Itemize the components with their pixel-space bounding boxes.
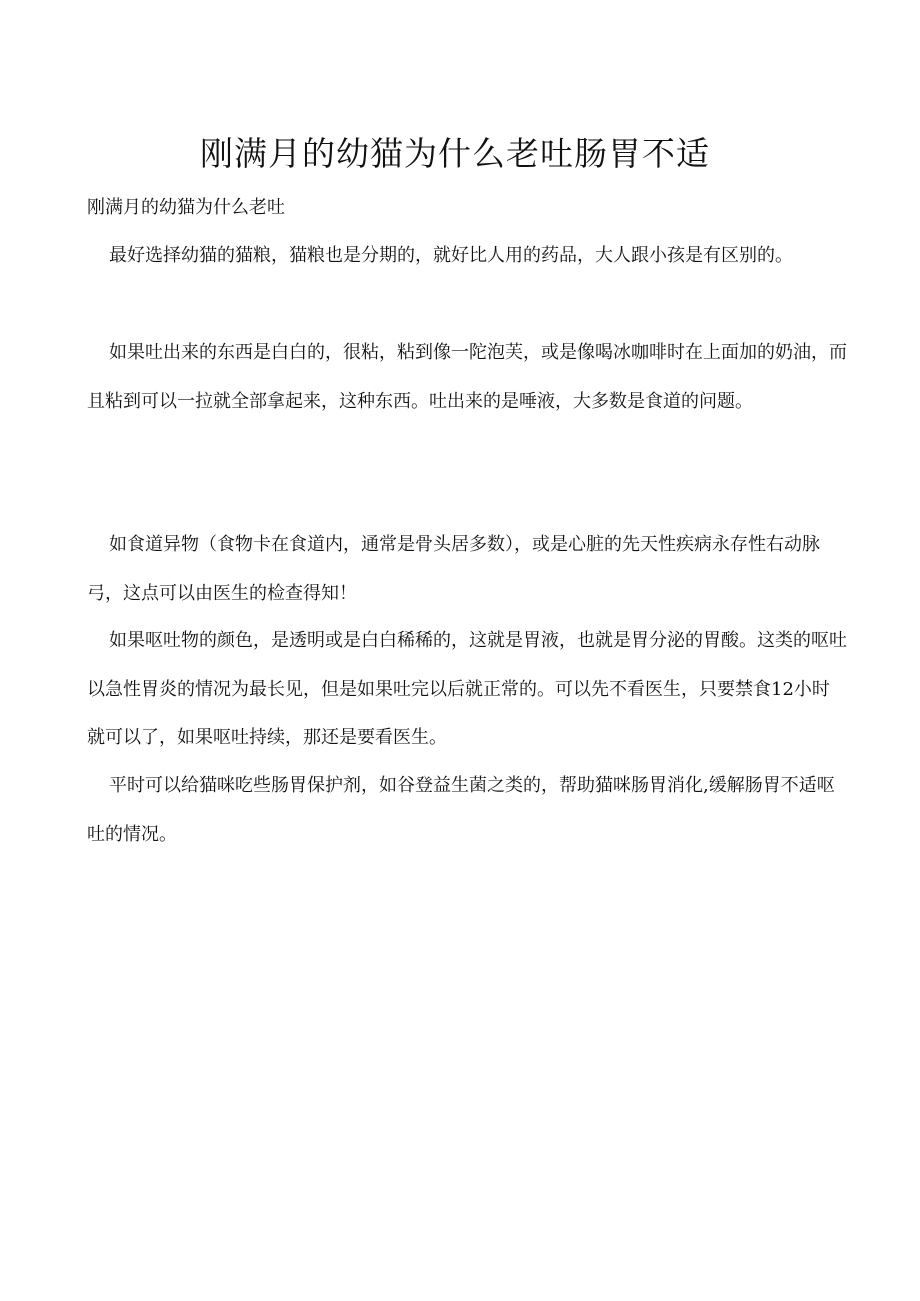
paragraph-kitten-food: 最好选择幼猫的猫粮，猫粮也是分期的，就好比人用的药品，大人跟小孩是有区别的。 bbox=[109, 245, 793, 266]
paragraph-gastric-fluid: 如果呕吐物的颜色，是透明或是白白稀稀的，这就是胃液，也就是胃分泌的胃酸。这类的呕吐以急性胃炎的情况为最长见，但是如果吐完以后就正常的。可以先不看医生，只要禁食12小时就可以了，如果呕吐持续，那还是要看医生。 bbox=[87, 630, 847, 748]
document-subtitle: 刚满月的幼猫为什么老吐 bbox=[87, 197, 285, 218]
paragraph-esophagus-foreign-body: 如食道异物（食物卡在食道内，通常是骨头居多数），或是心脏的先天性疾病永存性右动脉弓，这点可以由医生的检查得知！ bbox=[87, 534, 820, 604]
paragraph-white-vomit: 如果吐出来的东西是白白的，很粘，粘到像一陀泡芙，或是像喝冰咖啡时在上面加的奶油，而且粘到可以一拉就全部拿起来，这种东西。吐出来的是唾液，大多数是食道的问题。 bbox=[87, 342, 847, 412]
document-title: 刚满月的幼猫为什么老吐肠胃不适 bbox=[200, 134, 710, 173]
paragraph-stomach-protectant: 平时可以给猫咪吃些肠胃保护剂，如谷登益生菌之类的，帮助猫咪肠胃消化,缓解肠胃不适呕吐的情况。 bbox=[87, 775, 835, 845]
